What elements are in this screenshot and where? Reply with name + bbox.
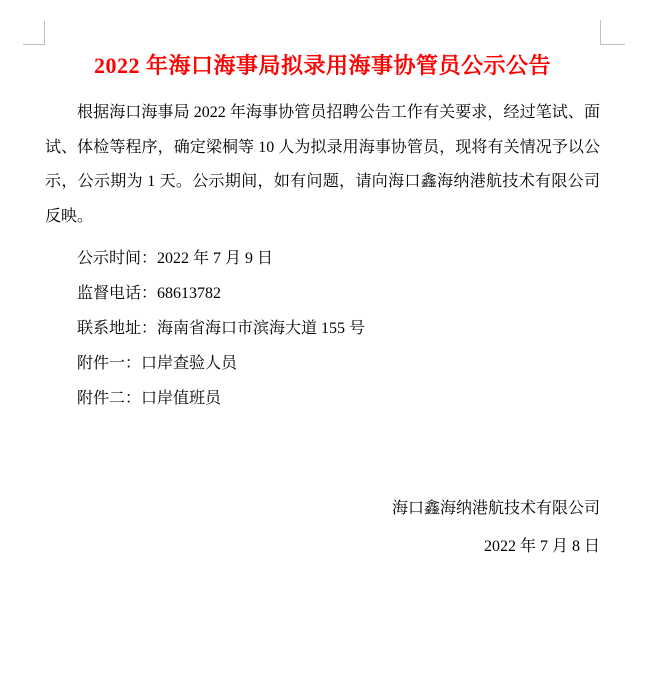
margin-mark-top-left-vertical — [44, 21, 45, 45]
posting-time-line: 公示时间：2022 年 7 月 9 日 — [77, 250, 274, 267]
announcement-title: 2022 年海口海事局拟录用海事协管员公示公告 — [93, 53, 551, 78]
margin-mark-top-right-vertical — [600, 20, 601, 45]
margin-mark-top-right-horizontal — [600, 44, 625, 45]
attachment-2-line: 附件二：口岸值班员 — [77, 390, 222, 407]
document-body — [45, 44, 600, 566]
signature-date: 2022 年 7 月 8 日 — [483, 538, 600, 555]
attachment-1-line: 附件一：口岸查验人员 — [77, 355, 238, 372]
detail-lines — [45, 241, 600, 416]
announcement-paragraph: 根据海口海事局 2022 年海事协管员招聘公告工作有关要求，经过笔试、面试、体检等程序，确定梁桐等 10 人为拟录用海事协管员，现将有关情况予以公示，公示期为 1 天。公示期间，如有问题，请向海口鑫海纳港航技术有限公司反映。 — [45, 104, 600, 225]
signature-company: 海口鑫海纳港航技术有限公司 — [391, 500, 600, 517]
margin-mark-top-left-horizontal — [23, 44, 45, 45]
signature-block — [45, 490, 600, 566]
contact-address-line: 联系地址：海南省海口市滨海大道 155 号 — [77, 320, 366, 337]
supervision-phone-line: 监督电话：68613782 — [77, 285, 222, 302]
